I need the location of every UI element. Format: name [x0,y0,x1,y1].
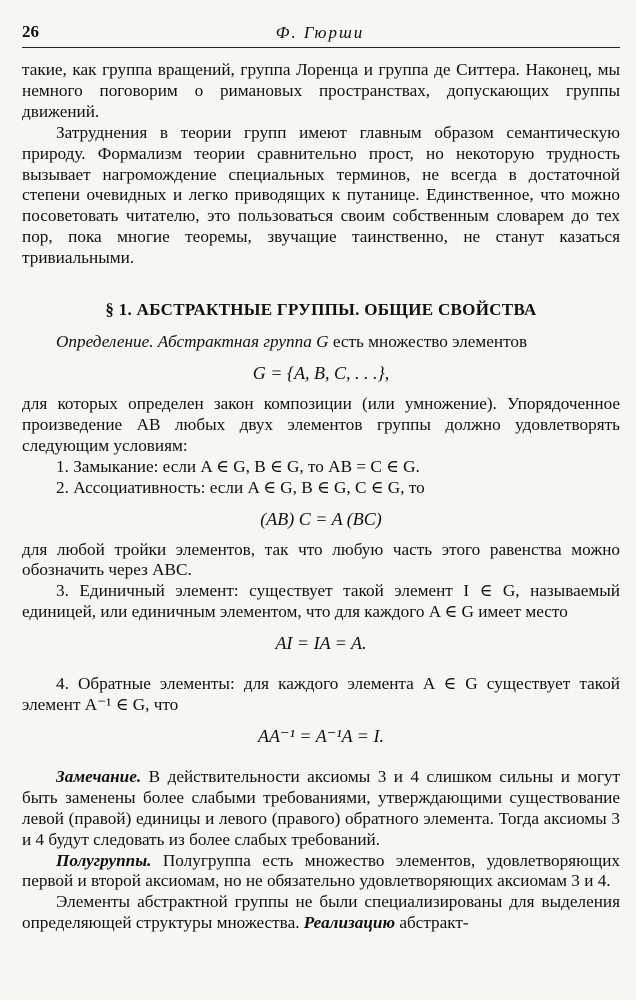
formula-inverse: AA⁻¹ = A⁻¹A = I. [258,725,384,746]
realization-paragraph [22,892,620,934]
definition-paragraph [22,332,620,353]
condition-associativity: 2. Ассоциативность: если A ∈ G, B ∈ G, C ∈ G, то [56,477,425,497]
section-heading: § 1. АБСТРАКТНЫЕ ГРУППЫ. ОБЩИЕ СВОЙСТВА [105,300,537,320]
condition-inverse: 4. Обратные элементы: для каждого элемента A ∈ G существует такой элемент A⁻¹ ∈ G, что [22,674,620,715]
page-header [22,22,618,48]
definition-label: Определение. Абстрактная группа G [56,332,329,352]
paragraph-continuation: такие, как группа вращений, группа Лоренца и группа де Ситтера. Наконец, мы немного поговорим о римановых пространствах, допускающих группы движений. [22,60,620,121]
formula-associativity: (AB) C = A (BC) [260,508,382,529]
running-title: Ф. Гюрши [275,23,365,42]
realization-term: Реализацию [303,913,396,933]
semigroup-text: Полугруппа есть множество элементов, удовлетворяющих первой и второй аксиомам, но не обязательно удовлетворяющих аксиомам 3 и 4. [22,850,620,891]
paragraph-semantics: Затруднения в теории групп имеют главным образом семантическую природу. Формализм теории сравнительно прост, но некоторую трудность вызывает нагромождение специальных терминов, не всегда в достаточной степени очевидных и легко приводящих к путанице. Единственное, что можно посоветовать читателю, это пользоваться своим собственным словарем до тех пор, пока многие теоремы, звучащие таинственно, не станут казаться тривиальными. [22,122,620,268]
condition-identity: 3. Единичный элемент: существует такой элемент I ∈ G, называемый единицей, или единичным элементом, что для каждого A ∈ G имеет место [22,581,620,622]
realization-text-a: Элементы абстрактной группы не были специализированы для выделения определяющей структуры множества. [22,892,620,933]
remark-paragraph [22,767,620,851]
paragraph-composition: для которых определен закон композиции (или умножение). Упорядоченное произведение AB любых двух элементов группы должно удовлетворять следующим условиям: [22,393,620,455]
realization-text-c: абстракт- [395,913,469,933]
remark-text: В действительности аксиомы 3 и 4 слишком сильны и могут быть заменены более слабыми требованиями, утверждающими существование левой (правой) единицы и левого (правого) обратного элемента. Тогда аксиомы 3 и 4 будут следовать из более слабых требований. [22,766,620,849]
header-rule [22,47,620,48]
remark-label: Замечание. [56,766,142,786]
formula-group-set: G = {A, B, C, . . .}, [252,362,390,383]
formula-identity: AI = IA = A. [275,633,367,654]
semigroup-label: Полугруппы. [56,850,152,870]
semigroup-paragraph [22,851,620,893]
paragraph-triple: для любой тройки элементов, так что любую часть этого равенства можно обозначить через ABC. [22,539,620,580]
condition-closure: 1. Замыкание: если A ∈ G, B ∈ G, то AB = C ∈ G. [56,456,420,476]
body-text [22,60,620,934]
page-number: 26 [22,22,39,41]
definition-text: есть множество элементов [328,332,528,352]
